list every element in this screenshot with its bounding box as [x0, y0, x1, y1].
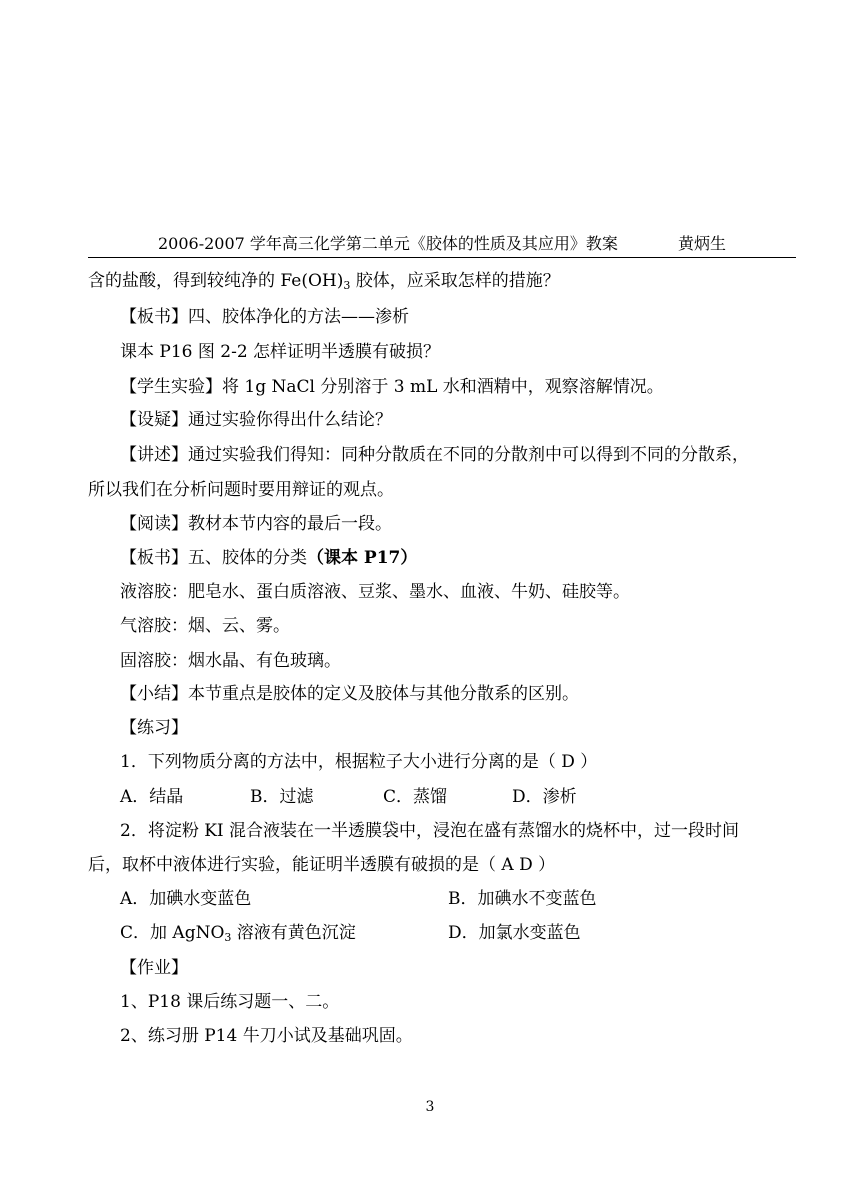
text-line: 【板书】五、胶体的分类（课本 P17）: [120, 548, 418, 568]
text-line: 【讲述】通过实验我们得知：同种分散质在不同的分散剂中可以得到不同的分散系，: [120, 445, 749, 465]
text-line: 【板书】四、胶体净化的方法——渗析: [120, 307, 409, 327]
q2-option-d: D．加氯水变蓝色: [448, 923, 581, 943]
text-line: 【练习】: [120, 718, 188, 738]
text-line: 【小结】本节重点是胶体的定义及胶体与其他分散系的区别。: [120, 684, 579, 704]
text-line: 固溶胶：烟水晶、有色玻璃。: [120, 651, 341, 671]
q1-option-b: B．过滤: [250, 787, 314, 807]
text-line: 所以我们在分析问题时要用辩证的观点。: [88, 480, 394, 500]
q2-option-b: B．加碘水不变蓝色: [448, 889, 597, 909]
text-line: 液溶胶：肥皂水、蛋白质溶液、豆浆、墨水、血液、牛奶、硅胶等。: [120, 582, 630, 602]
header-author: 黄炳生: [678, 234, 727, 253]
q2-option-a: A．加碘水变蓝色: [120, 889, 252, 909]
text-line: 气溶胶：烟、云、雾。: [120, 616, 290, 636]
page-header: [88, 232, 796, 256]
text-line: 1、P18 课后练习题一、二。: [120, 992, 340, 1012]
text-line: 含的盐酸，得到较纯净的 $Fe(OH)_3$ 胶体，应采取怎样的措施？: [88, 271, 560, 292]
text-line: 【作业】: [120, 958, 188, 978]
q1-option-c: C．蒸馏: [383, 787, 448, 807]
text-line: 课本 P16 图 2-2 怎样证明半透膜有破损？: [120, 342, 441, 362]
question-2: 2．将淀粉 KI 混合液装在一半透膜袋中，浸泡在盛有蒸馏水的烧杯中，过一段时间: [120, 821, 740, 841]
text-line: 【学生实验】将 1g NaCl 分别溶于 3 mL 水和酒精中，观察溶解情况。: [120, 377, 664, 397]
question-2-cont: 后，取杯中液体进行实验，能证明半透膜有破损的是（ A D ）: [88, 855, 556, 875]
q1-option-d: D．渗析: [512, 787, 577, 807]
question-1: 1．下列物质分离的方法中，根据粒子大小进行分离的是（ D ）: [120, 752, 598, 772]
text-line: 2、练习册 P14 牛刀小试及基础巩固。: [120, 1026, 413, 1046]
q2-option-c: C．加 AgNO$_3$ 溶液有黄色沉淀: [120, 923, 356, 944]
page-number: 3: [425, 1099, 435, 1115]
header-rule: [88, 257, 796, 258]
q1-option-a: A．结晶: [120, 787, 184, 807]
text-line: 【设疑】通过实验你得出什么结论？: [120, 410, 392, 430]
header-title: 2006-2007 学年高三化学第二单元《胶体的性质及其应用》教案: [158, 234, 618, 253]
text-line: 【阅读】教材本节内容的最后一段。: [120, 514, 392, 534]
